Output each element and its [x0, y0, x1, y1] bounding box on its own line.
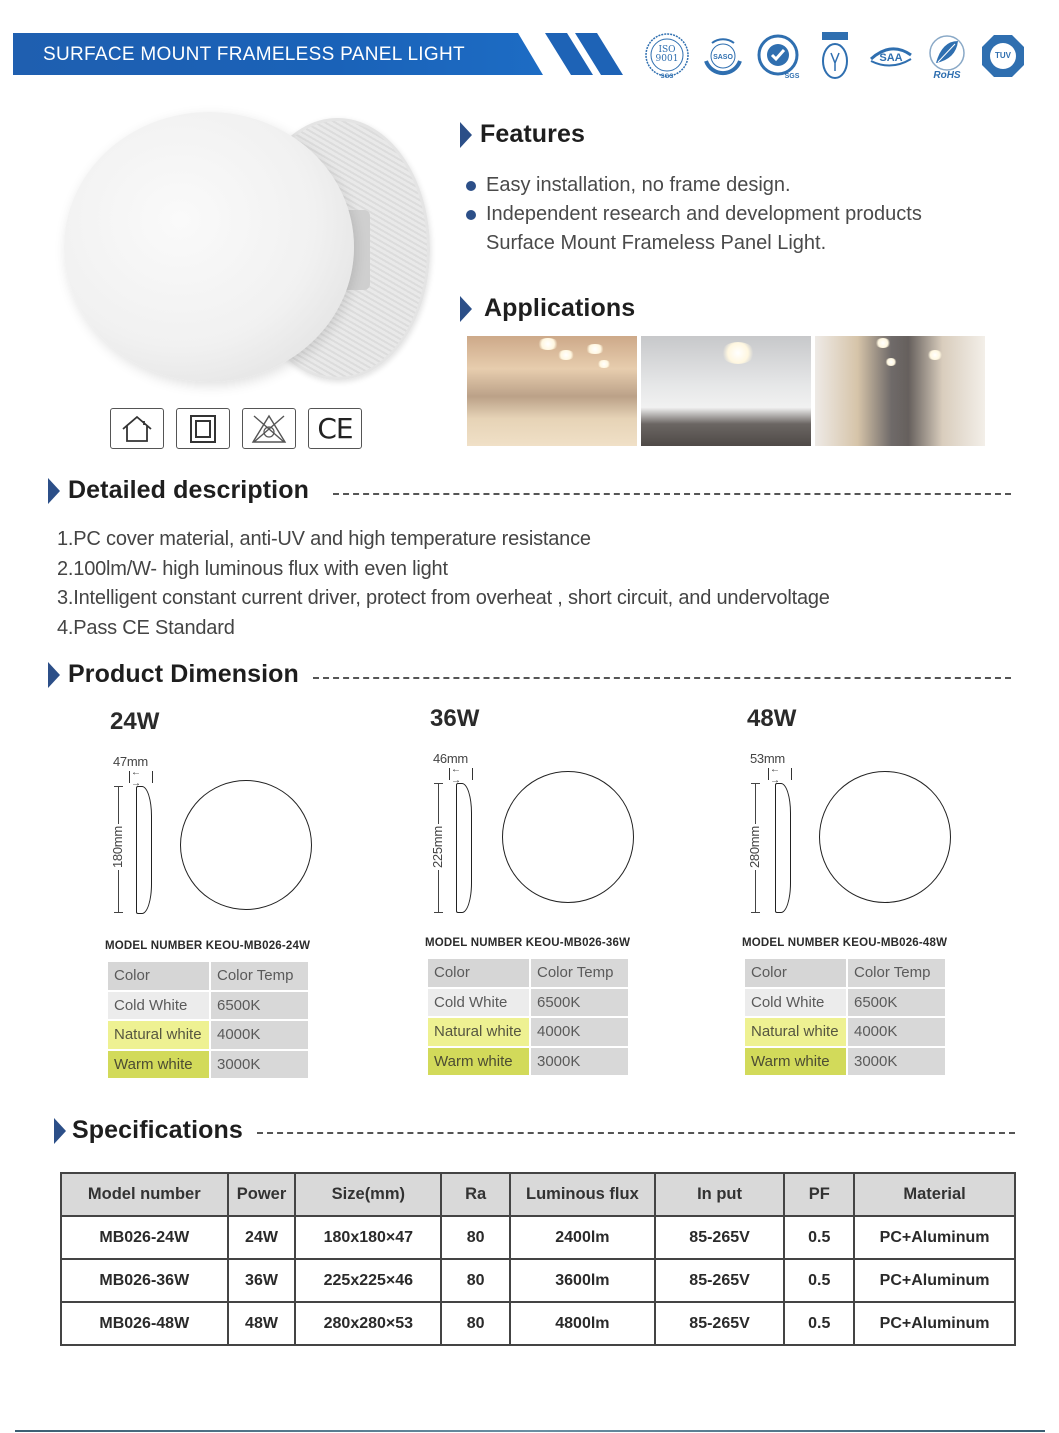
table-row: MB026-36W 36W 225x225×46 80 3600lm 85-265V 0.5 PC+Aluminum [61, 1259, 1015, 1302]
svg-text:9001: 9001 [655, 54, 679, 64]
specifications-table [60, 1172, 1016, 1346]
description-item: 4.Pass CE Standard [57, 616, 235, 639]
bullet-icon [466, 210, 476, 220]
saa-icon [866, 31, 916, 81]
table-header-row: Model number Power Size(mm) Ra Luminous flux In put PF Material [61, 1173, 1015, 1216]
specifications-title: Specifications [72, 1116, 243, 1144]
rohs-icon [922, 31, 972, 81]
description-list [57, 525, 830, 643]
height-label: 225mm [430, 826, 445, 868]
feature-item-continuation: Surface Mount Frameless Panel Light. [486, 232, 827, 254]
wattage-label: 48W [747, 705, 797, 732]
color-temp-table: Color Color Temp Cold White 6500K Natural white 4000K Warm white 3000K [426, 957, 630, 1077]
tuv-icon [978, 31, 1028, 81]
saso-icon [698, 31, 748, 81]
section-divider [333, 493, 1011, 495]
dimension-block-36w [416, 705, 656, 1085]
dimension-block-24w [96, 708, 336, 1088]
features-heading [460, 120, 585, 149]
not-for-insulation-cover-icon [242, 408, 296, 449]
svg-text:TUV: TUV [995, 51, 1011, 60]
features-title: Features [480, 120, 586, 148]
color-temp-table: Color Color Temp Cold White 6500K Natural white 4000K Warm white 3000K [743, 957, 947, 1077]
wattage-label: 24W [110, 708, 160, 735]
features-list [466, 171, 922, 258]
front-view-drawing [180, 780, 312, 910]
front-view-drawing [502, 771, 634, 903]
model-number-label: MODEL NUMBER KEOU-MB026-36W [425, 937, 631, 949]
depth-label: 47mm [113, 754, 148, 769]
description-heading [48, 476, 309, 505]
dimension-heading [48, 660, 299, 689]
application-photos [467, 336, 985, 446]
section-divider [313, 677, 1011, 679]
title-banner [13, 33, 623, 75]
depth-label: 46mm [433, 751, 468, 766]
dimension-title: Product Dimension [68, 660, 299, 688]
feature-item: Easy installation, no frame design. [466, 171, 922, 200]
sgs-check-icon [754, 31, 804, 81]
feature-item: Independent research and development products [466, 200, 922, 229]
depth-arrow-icon [449, 768, 473, 780]
height-label: 180mm [110, 826, 125, 868]
model-number-label: MODEL NUMBER KEOU-MB026-24W [105, 940, 311, 952]
section-arrow-icon [48, 662, 60, 688]
side-profile-drawing [456, 783, 472, 913]
page-title: SURFACE MOUNT FRAMELESS PANEL LIGHT [43, 44, 465, 65]
description-item: 3.Intelligent constant current driver, protect from overheat , short circuit, and undervoltage [57, 587, 830, 609]
section-arrow-icon [460, 122, 472, 148]
svg-text:SGS: SGS [784, 73, 800, 80]
front-view-drawing [819, 771, 951, 903]
model-number-label: MODEL NUMBER KEOU-MB026-48W [742, 937, 948, 949]
section-arrow-icon [460, 296, 472, 322]
svg-text:RoHS: RoHS [933, 70, 961, 81]
product-diffuser-cover [64, 112, 354, 382]
indoor-use-icon [110, 408, 164, 449]
color-temp-table: Color Color Temp Cold White 6500K Natural white 4000K Warm white 3000K [106, 960, 310, 1080]
description-item: 1.PC cover material, anti-UV and high temperature resistance [57, 528, 591, 550]
bullet-icon [466, 181, 476, 191]
certification-logos [642, 28, 1042, 84]
section-divider [257, 1132, 1015, 1134]
compliance-symbols [110, 408, 362, 449]
footer-rule [15, 1430, 1045, 1432]
description-item: 2.100lm/W- high luminous flux with even light [57, 557, 448, 580]
height-label: 280mm [747, 826, 762, 868]
side-profile-drawing [775, 783, 791, 913]
photo-shopping-mall [467, 336, 637, 446]
table-row: MB026-24W 24W 180x180×47 80 2400lm 85-265V 0.5 PC+Aluminum [61, 1216, 1015, 1259]
ce-mark-icon: CE [308, 408, 362, 449]
class-ii-double-insulation-icon [176, 408, 230, 449]
svg-text:SAA: SAA [879, 52, 903, 64]
iso-9001-sgs-icon [642, 31, 692, 81]
applications-heading [460, 294, 635, 323]
wattage-label: 36W [430, 705, 480, 732]
table-row: MB026-48W 48W 280x280×53 80 4800lm 85-265V 0.5 PC+Aluminum [61, 1302, 1015, 1345]
description-title: Detailed description [68, 476, 309, 504]
section-arrow-icon [54, 1118, 66, 1144]
section-arrow-icon [48, 478, 60, 504]
svg-text:SGS: SGS [660, 74, 674, 80]
photo-retail-store [815, 336, 985, 446]
applications-title: Applications [484, 294, 636, 322]
bureau-veritas-icon [810, 31, 860, 81]
product-photo [60, 110, 430, 390]
dimension-block-48w [733, 705, 973, 1085]
svg-text:SASO: SASO [713, 54, 733, 61]
depth-arrow-icon [129, 771, 153, 783]
depth-label: 53mm [750, 751, 785, 766]
svg-text:ISO: ISO [658, 45, 676, 55]
photo-bathroom [641, 336, 811, 446]
specifications-heading [54, 1116, 243, 1145]
depth-arrow-icon [768, 768, 792, 780]
side-profile-drawing [136, 786, 152, 914]
